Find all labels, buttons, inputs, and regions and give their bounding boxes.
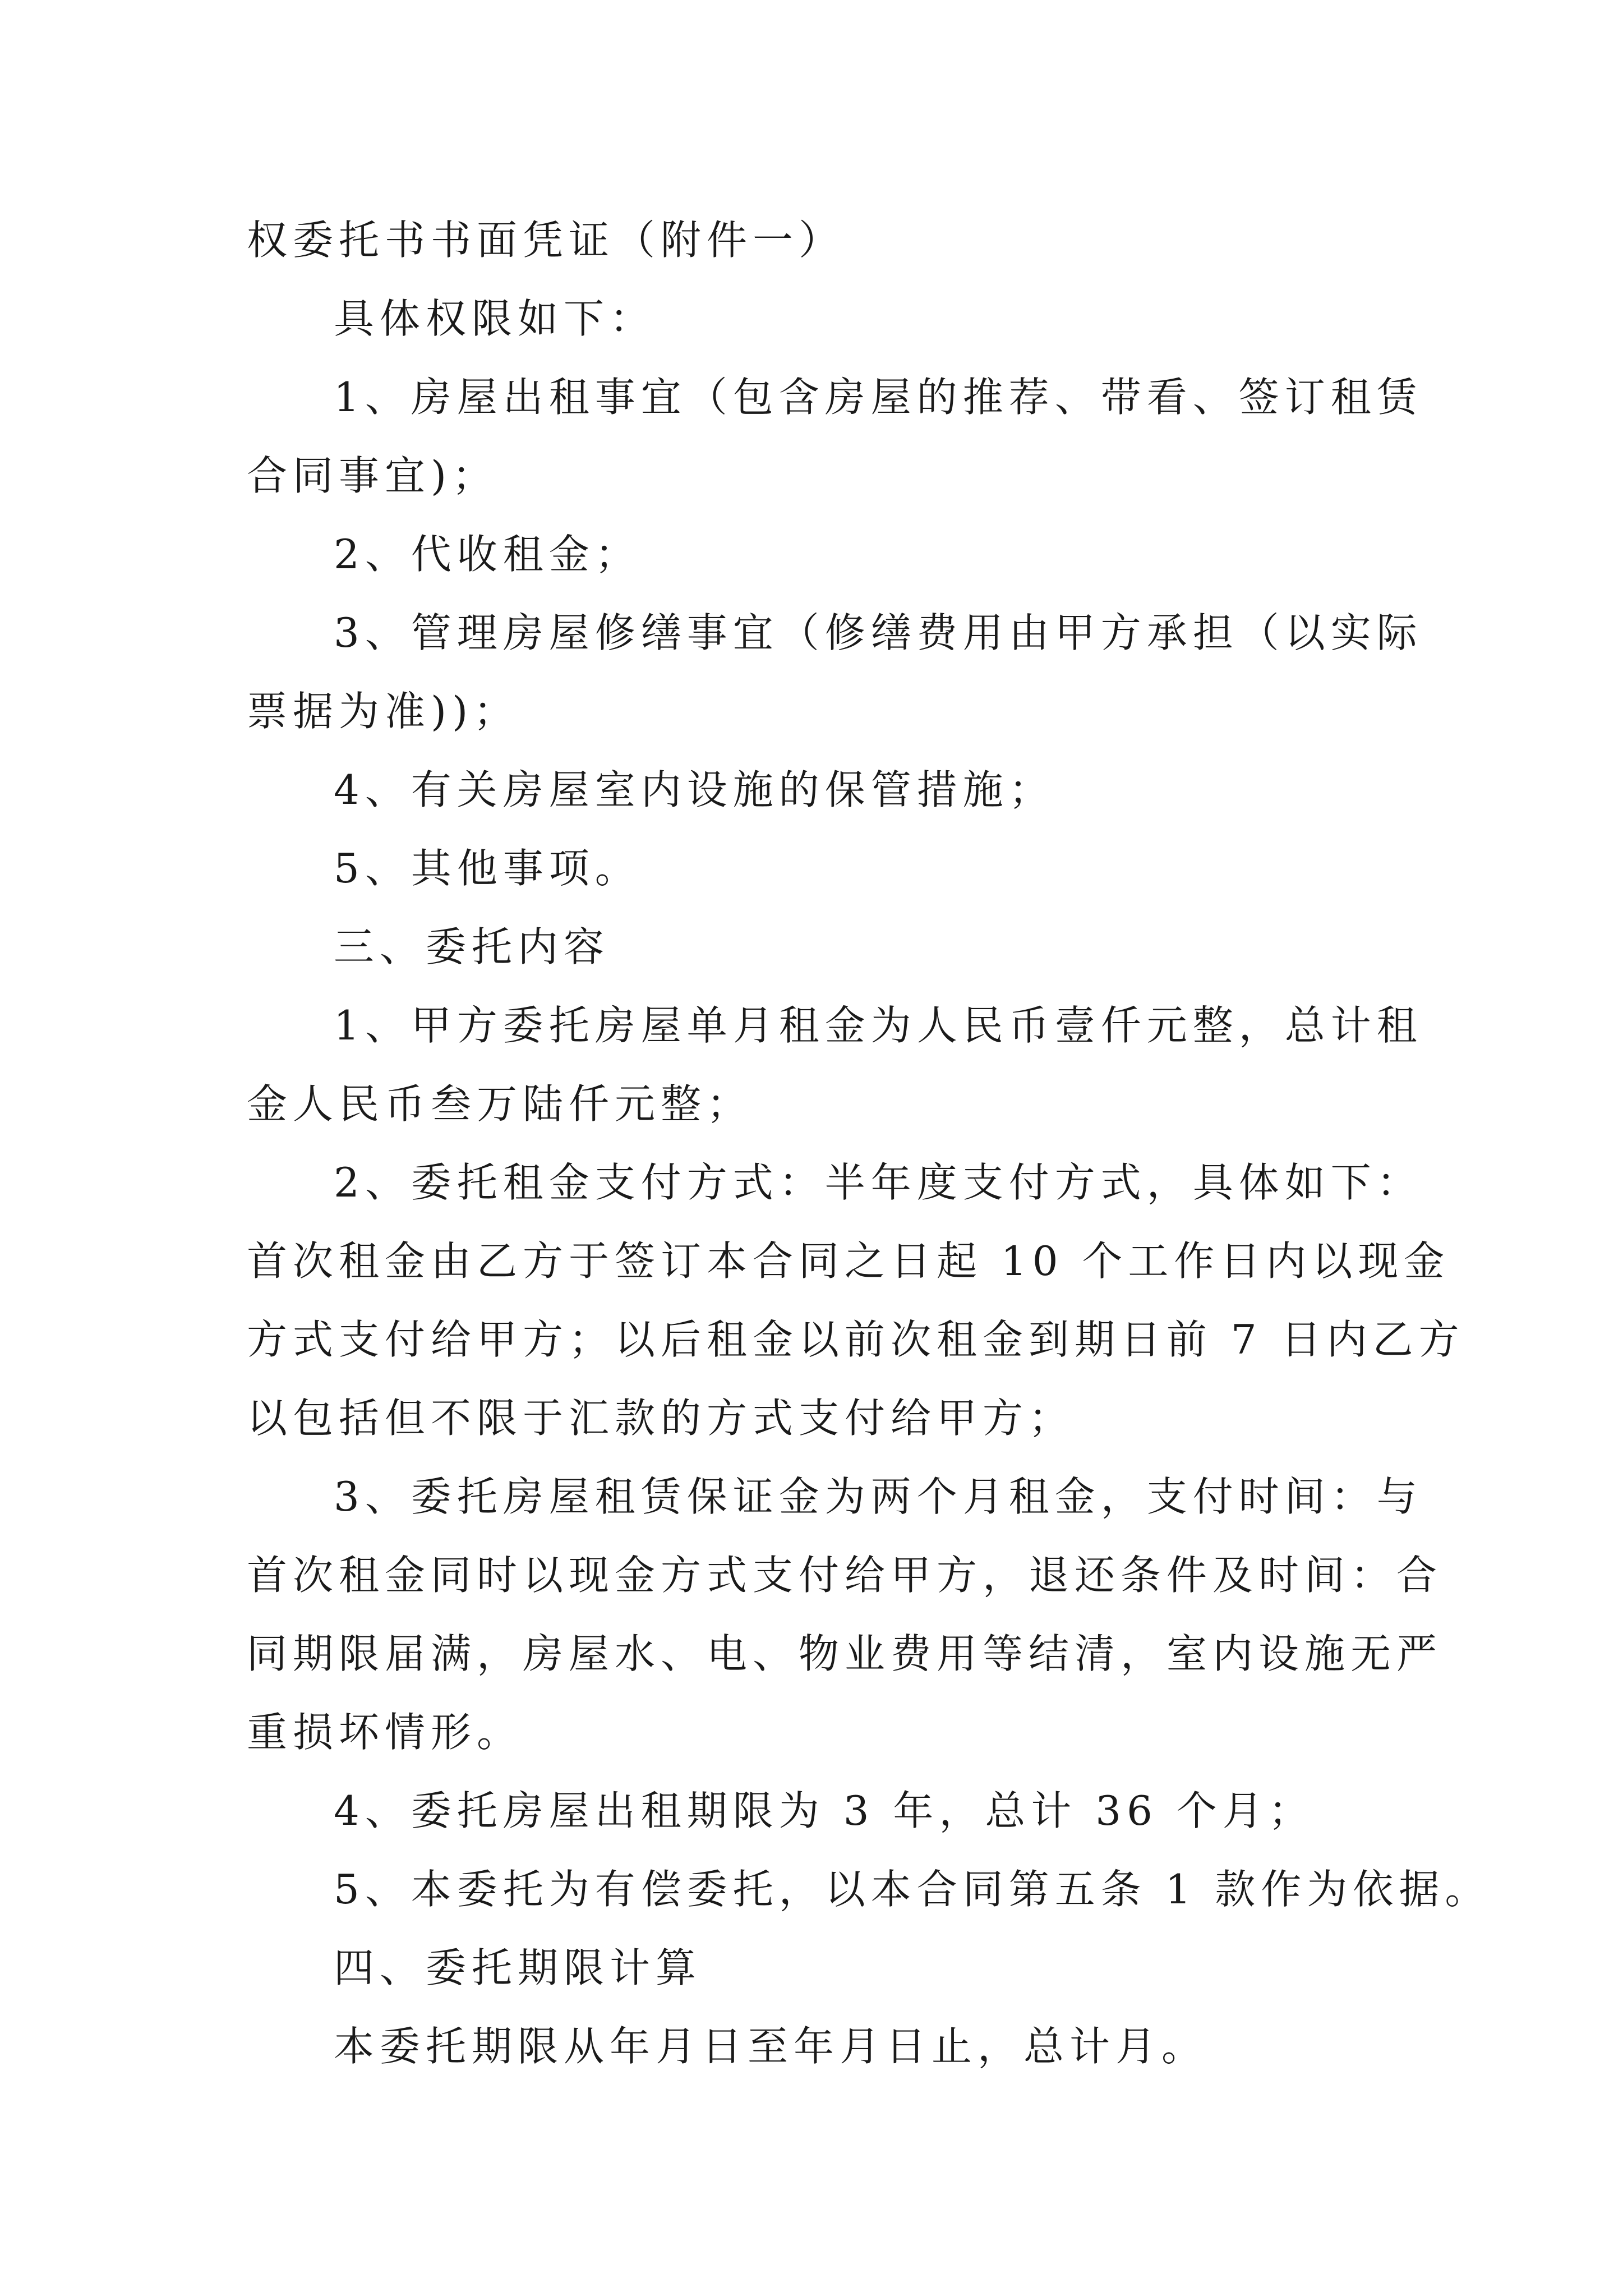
paragraph-line: 2、代收租金； — [334, 531, 641, 578]
paragraph-line: 5、其他事项。 — [334, 845, 641, 892]
paragraph-line: 方式支付给甲方；以后租金以前次租金到期日前 7 日内乙方 — [247, 1316, 1465, 1363]
paragraph-line: 5、本委托为有偿委托，以本合同第五条 1 款作为依据。 — [334, 1866, 1491, 1913]
section-heading: 四、委托期限计算 — [334, 1944, 702, 1991]
paragraph-line: 同期限届满，房屋水、电、物业费用等结清，室内设施无严 — [247, 1630, 1443, 1677]
paragraph-line: 首次租金同时以现金方式支付给甲方，退还条件及时间：合 — [247, 1552, 1443, 1599]
section-heading: 三、委托内容 — [334, 923, 610, 970]
paragraph-line: 权委托书书面凭证（附件一） — [247, 217, 845, 264]
paragraph-line: 1、房屋出租事宜（包含房屋的推荐、带看、签订租赁 — [334, 374, 1423, 421]
paragraph-line: 本委托期限从年月日至年月日止，总计月。 — [334, 2023, 1208, 2070]
paragraph-line: 票据为准))； — [247, 688, 520, 735]
paragraph-line: 具体权限如下： — [334, 295, 656, 342]
paragraph-line: 4、委托房屋出租期限为 3 年，总计 36 个月； — [334, 1787, 1315, 1834]
paragraph-line: 以包括但不限于汇款的方式支付给甲方； — [247, 1395, 1075, 1442]
paragraph-line: 4、有关房屋室内设施的保管措施； — [334, 766, 1055, 813]
paragraph-line: 1、甲方委托房屋单月租金为人民币壹仟元整，总计租 — [334, 1002, 1423, 1049]
paragraph-line: 3、委托房屋租赁保证金为两个月租金，支付时间：与 — [334, 1473, 1423, 1520]
paragraph-line: 首次租金由乙方于签订本合同之日起 10 个工作日内以现金 — [247, 1237, 1450, 1285]
paragraph-line: 3、管理房屋修缮事宜（修缮费用由甲方承担（以实际 — [334, 609, 1423, 656]
paragraph-line: 合同事宜)； — [247, 452, 499, 499]
paragraph-line: 2、委托租金支付方式：半年度支付方式，具体如下： — [334, 1159, 1423, 1206]
paragraph-line: 金人民币叁万陆仟元整； — [247, 1080, 753, 1128]
paragraph-line: 重损坏情形。 — [247, 1709, 523, 1756]
